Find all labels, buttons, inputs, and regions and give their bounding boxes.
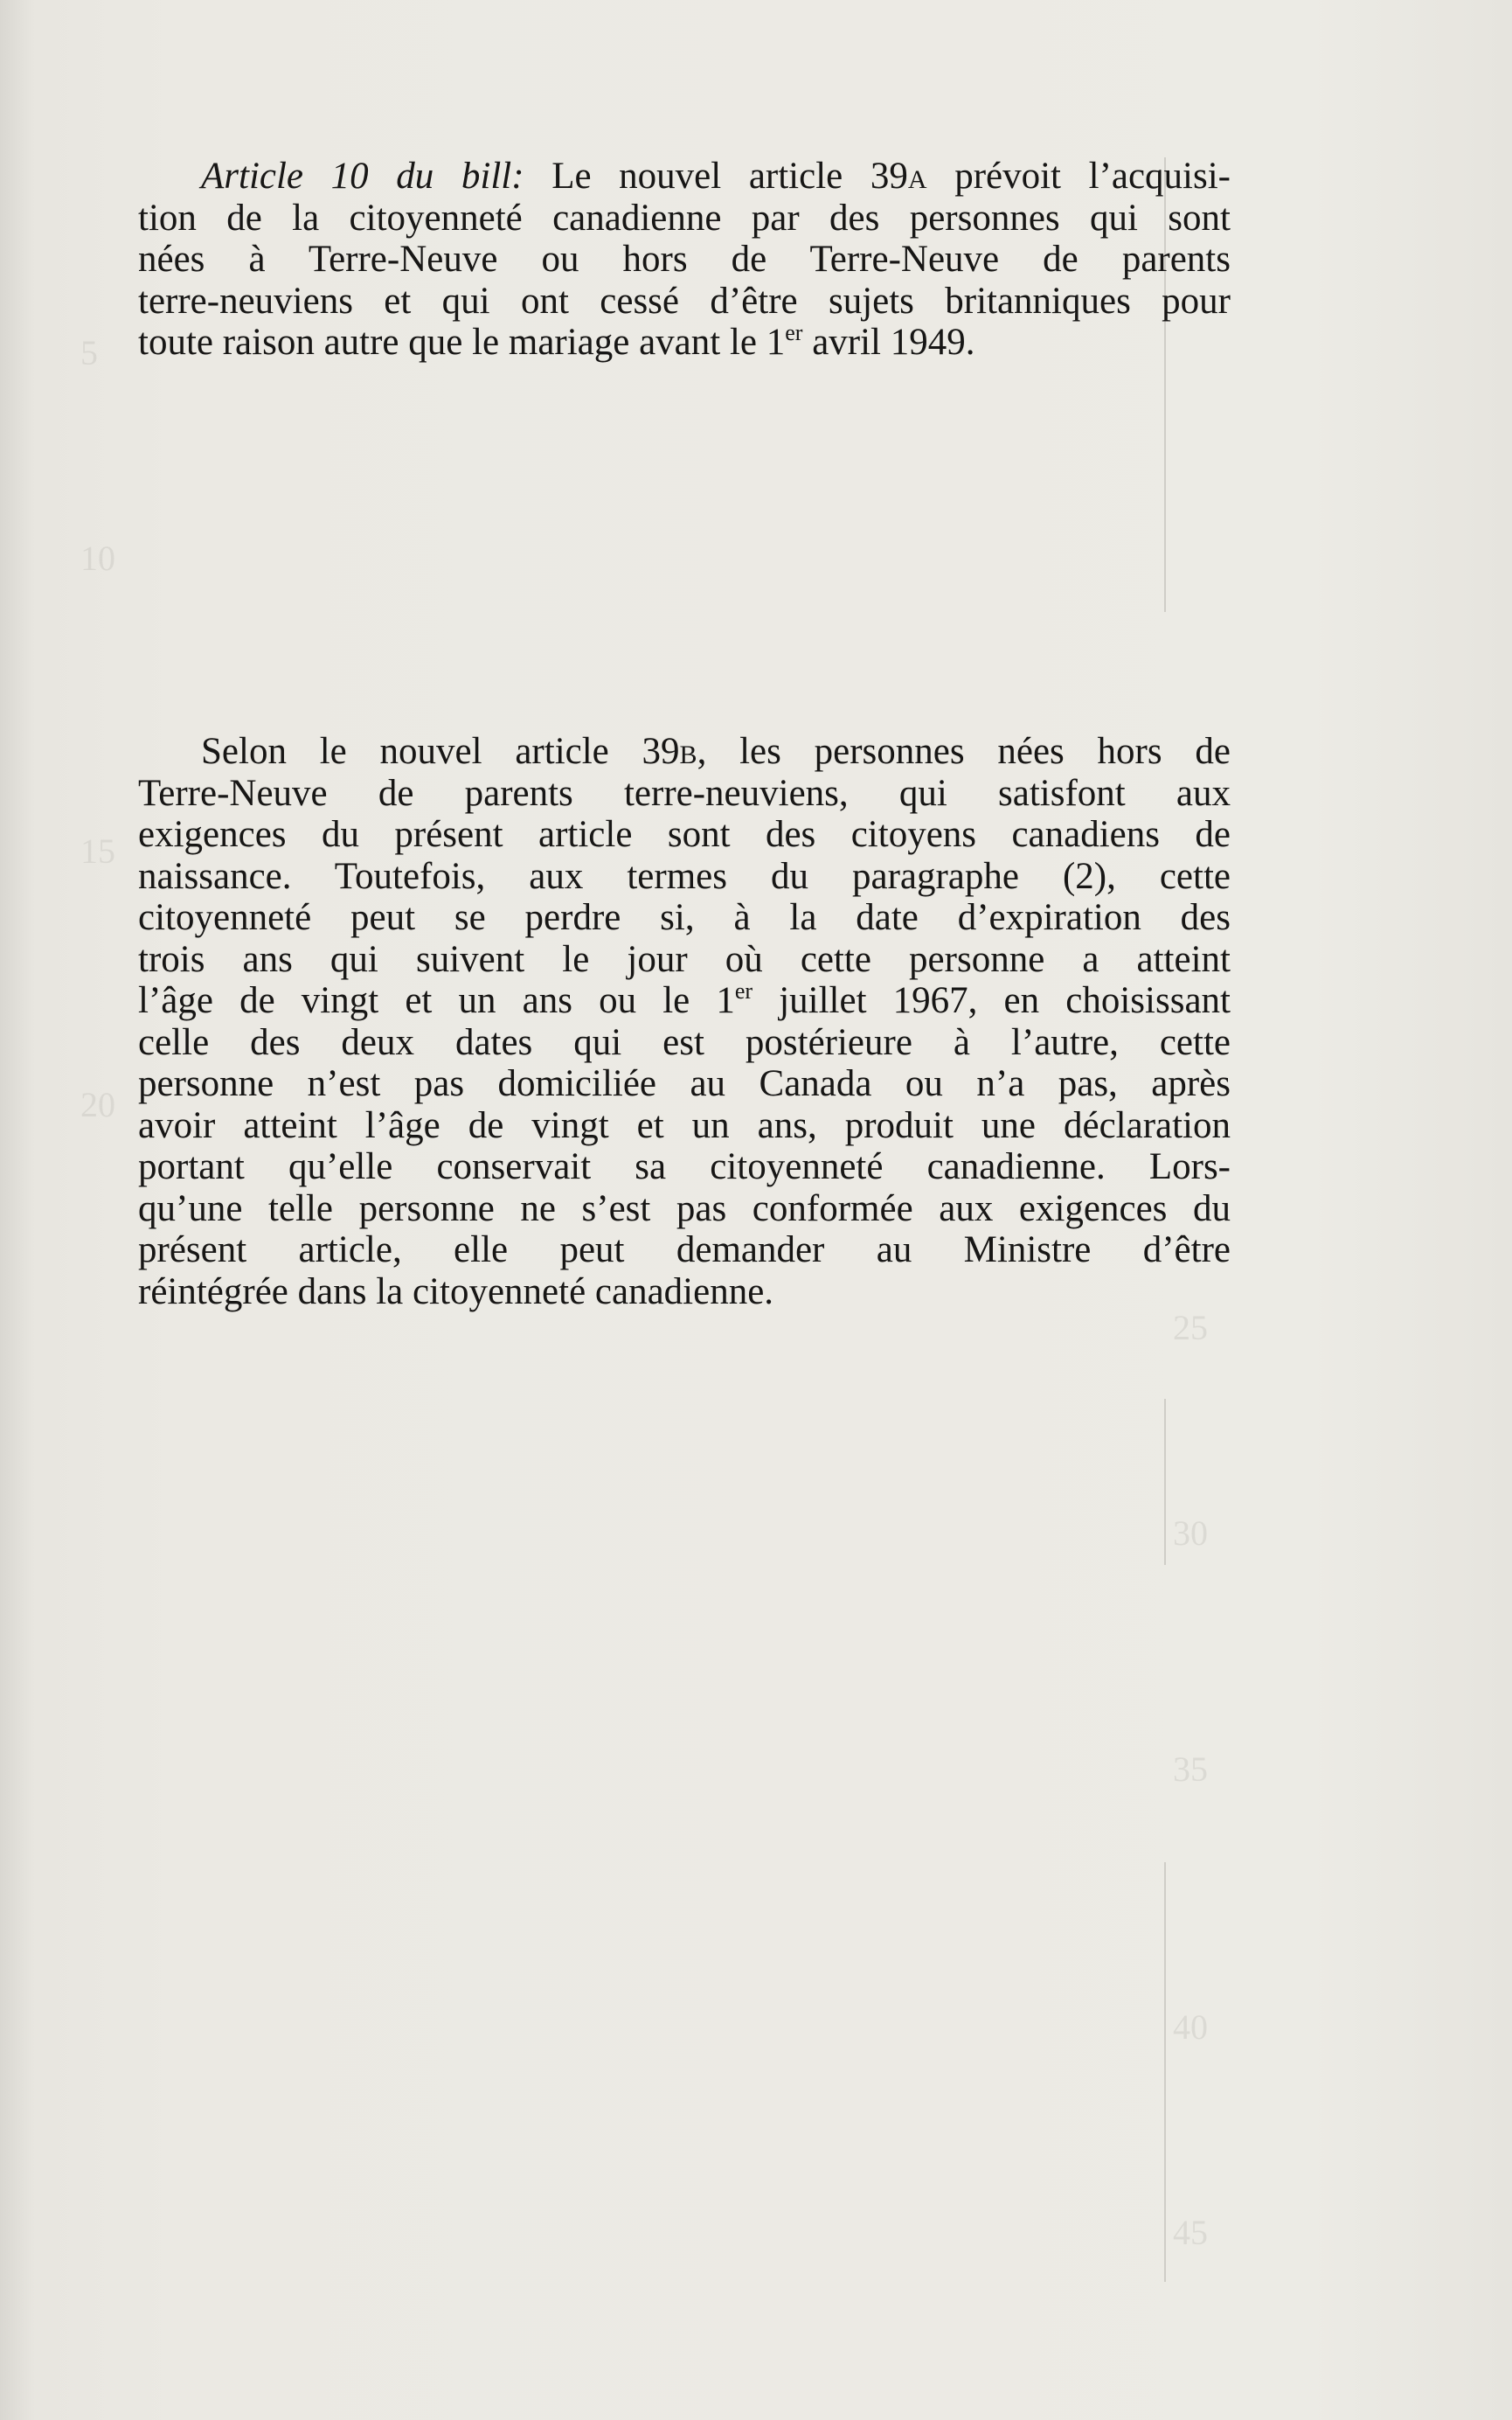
bleed-through-margin-number: 35 (1173, 1749, 1208, 1789)
text-line: naissance. Toutefois, aux termes du paragraphe (2), cette (138, 855, 1231, 897)
text-line: celle des deux dates qui est postérieure à l’autre, cette (138, 1021, 1231, 1063)
text-line: Terre-Neuve de parents terre-neuviens, qui satisfont aux (138, 772, 1231, 814)
text-line: présent article, elle peut demander au Ministre d’être (138, 1229, 1231, 1270)
bleed-through-margin-number: 30 (1173, 1513, 1208, 1553)
text-line: portant qu’elle conservait sa citoyenneté canadienne. Lors- (138, 1146, 1231, 1187)
text-line: qu’une telle personne ne s’est pas conformée aux exigences du (138, 1187, 1231, 1229)
bleed-through-margin-number: 40 (1173, 2007, 1208, 2047)
bleed-through-margin-number: 15 (80, 831, 115, 871)
text-line: Selon le nouvel article 39b, les personnes nées hors de (201, 731, 1231, 772)
paragraph-article-10 (138, 156, 1231, 364)
bleed-through-margin-number: 10 (80, 539, 115, 578)
bleed-through-rule (1164, 1399, 1166, 1565)
text-line: réintégrée dans la citoyenneté canadienne. (138, 1270, 774, 1312)
bleed-through-margin-number: 45 (1173, 2213, 1208, 2252)
text-line: citoyenneté peut se perdre si, à la date d’expiration des (138, 897, 1231, 938)
bleed-through-margin-number: 25 (1173, 1308, 1208, 1347)
bleed-through-margin-number: 20 (80, 1085, 115, 1124)
text-line: exigences du présent article sont des citoyens canadiens de (138, 814, 1231, 855)
article-lead: Article 10 du bill: (201, 156, 524, 197)
text-line: personne n’est pas domiciliée au Canada ou n’a pas, après (138, 1063, 1231, 1104)
text-line: nées à Terre-Neuve ou hors de Terre-Neuve de parents (138, 239, 1231, 280)
text-line: Article 10 du bill: Le nouvel article 39a prévoit l’acquisi- (201, 156, 1231, 197)
text-line: trois ans qui suivent le jour où cette personne a atteint (138, 938, 1231, 980)
bleed-through-margin-number: 5 (80, 333, 98, 372)
text-line: tion de la citoyenneté canadienne par des personnes qui sont (138, 197, 1231, 239)
text-line: l’âge de vingt et un ans ou le 1er juillet 1967, en choisissant (138, 978, 1231, 1021)
text-line: toute raison autre que le mariage avant le 1er avril 1949. (138, 320, 975, 363)
text-line: terre-neuviens et qui ont cessé d’être sujets britanniques pour (138, 280, 1231, 322)
paragraph-article-39b (138, 731, 1231, 1312)
bleed-through-rule (1164, 1862, 1166, 2282)
text-line: avoir atteint l’âge de vingt et un ans, produit une déclaration (138, 1104, 1231, 1146)
